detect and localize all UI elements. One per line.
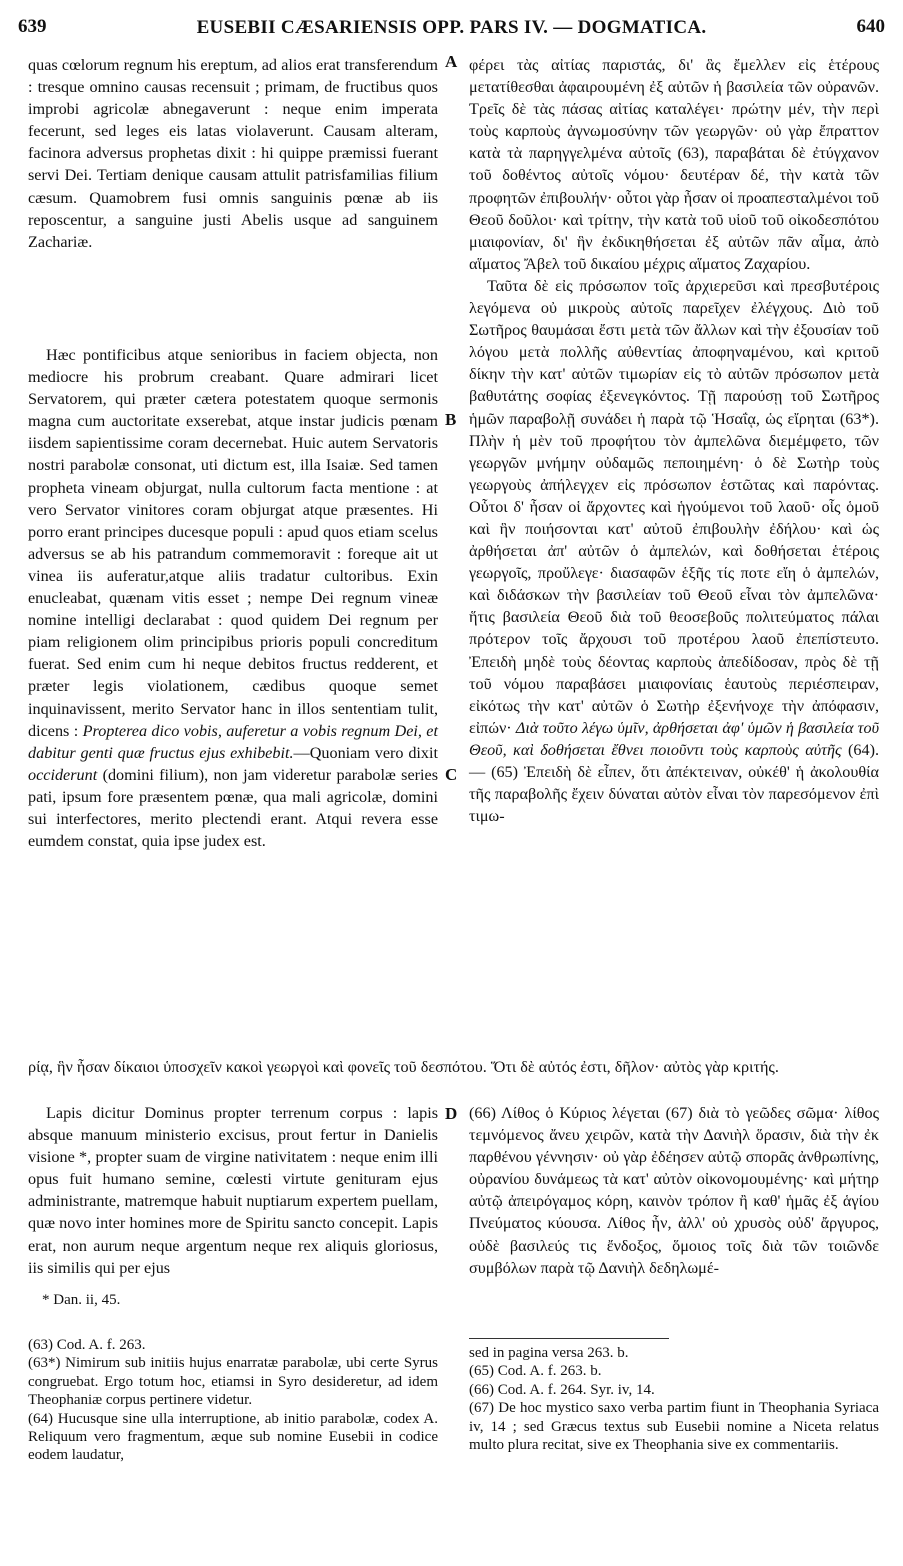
page-number-right: 640 <box>856 16 885 37</box>
footnote-65: (65) Cod. A. f. 263. b. <box>469 1363 602 1380</box>
latin-column-middle <box>28 344 438 852</box>
footnote-64-continued: sed in pagina versa 263. b. <box>469 1345 629 1361</box>
footnote-66: (66) Cod. A. f. 264. Syr. iv, 14. <box>469 1381 655 1398</box>
latin-column-top <box>28 54 438 253</box>
greek-paragraph-2-end: (64). — (65) Ἐπειδὴ δὲ εἶπεν, ὅτι ἀπέκτειναν, οὐκέθ' ἡ ἀκολουθία τῆς παραβολῆς ἔχειν δύναται αὐτὸν εἶναι τὸν παρεσόμενον ἐπὶ τιμω- <box>469 740 880 826</box>
latin-paragraph-1: quas cœlorum regnum his ereptum, ad alios erat transferendum : tresque omnino causas recensuit ; primam, de fructibus quos improbi agricolæ abnegaverunt : neque enim imperata fecerunt, sed leges eis latas violaverunt. Causam alteram, facinora adversus prophetas dixit : hi quippe præmissi fuerant servi Dei. Tertiam denique causam attulit patrisfamilias filium cæsum. Quamobrem fusi omnis sanguinis pœnæ ab iis reposcentur, a sanguine justi Abelis usque ad sanguinem Zachariæ. <box>28 56 438 251</box>
latin-paragraph-2-text: Hæc pontificibus atque senioribus in faciem objecta, non mediocre his probrum creabant. Quare admirari licet Servatorem, qui præter cætera potestatem quoque sermonis magna cum auctoritate exserebat, atque instar judicis pœnam iisdem sapientissime coram decernebat. Huic autem Servatoris nostri parabolæ consonat, uti dictum est, illa Isaiæ. Sed tamen propheta vineam objurgat, nulla cultorum facta mentione : at vero Servator vinitores coram objurgat atque præsentes. Hi porro erant principes ducesque populi : apud quos etiam scelus adversus se ab his patrandum commemoravit : foreque ait ut vinea iis auferatur,atque aliis tradatur cultoribus. Exin enucleabat, quænam vitis esset ; nempe Dei regnum vineæ nomine intelligi declarabat : quod quidem Dei regnum per piam religionem olim principibus prioris populi concreditum fuerat. Sed enim cum hi neque debitos fructus redderent, et præter legis violationem, cædibus quoque semet inquinavissent, merito Servator hanc in illos sententiam tulit, dicens : <box>28 346 438 740</box>
scripture-reference-note: * Dan. ii, 45. <box>42 1291 121 1308</box>
greek-paragraph-3: (66) Λίθος ὁ Κύριος λέγεται (67) διὰ τὸ γεῶδες σῶμα· λίθος τεμνόμενος ἄνευ χειρῶν, κατὰ τὴν Δανιὴλ ὅρασιν, διὰ τὴν ἐκ παρθένου γέννησιν· οὐ γὰρ ἐδέησεν αὐτῷ σπορᾶς ἀνθρωπίνης, οὐρανίου δυνάμεως τὰ κατ' αὐτὸν οἰκονομουμένης· καὶ μήτηρ αὐτῷ ἀπειρόγαμος κόρη, καινὸν τρόπον ἢ καθ' ἡμᾶς ἐξ ἁγίου Πνεύματος κύουσα. Λίθος ἦν, ἀλλ' οὐ χρυσὸς οὐδ' ἄργυρος, οὐδὲ βασιλεύς τις ἔνδοξος, ὅμοιος τοῖς διὰ τῶν τοιῶνδε συμβόλων παρὰ τῷ Δανιὴλ δεδηλωμέ- <box>469 1104 879 1277</box>
running-header <box>18 16 885 44</box>
section-marker-d: D <box>445 1104 458 1123</box>
latin-paragraph-2-end: (domini filium), non jam videretur parabolæ series pati, ipsum fore præsentem pœnæ, qua mali agricolæ, domini sui interfectores, merito plectendi erant. Atqui revera esse eumdem constat, quia ipse judex est. <box>28 765 438 851</box>
latin-paragraph-2 <box>28 344 438 852</box>
footnotes-right <box>469 1344 879 1454</box>
latin-paragraph-3: Lapis dicitur Dominus propter terrenum corpus : lapis absque manuum ministerio excisus, prout fertur in Danielis visione *, propter suam de virgine nativitatem : neque enim illi opus fuit humano semine, cœlesti virtute genituram ejus administrante, matremque habuit nuptiarum expertem puellam, quæ novo inter homines more de Spiritu sancto concepit. Lapis erat, non aurum neque argentum neque rex aliquis gloriosus, iis similis qui per ejus <box>28 1104 438 1277</box>
greek-column-lower <box>469 1102 879 1279</box>
footnote-64: (64) Hucusque sine ulla interruptione, ab initio parabolæ, codex A. Reliquum vero fragmentum, æque sub nomine Eusebii in codice eodem laudatur, <box>28 1410 438 1464</box>
section-marker-c: C <box>445 765 458 784</box>
greek-paragraph-2 <box>469 275 879 827</box>
footnote-63-star: (63*) Nimirum sub initiis hujus enarratæ parabolæ, ubi certe Syrus congruebat. Ergo totum hoc, etiamsi in Syro desideretur, ad idem Theophaniæ corpus pertinere videtur. <box>28 1355 438 1409</box>
greek-column-top <box>469 54 879 827</box>
latin-scripture-quote: Propterea dico vobis, auferetur a vobis regnum Dei, et dabitur genti quæ fructus ejus exhibebit. <box>28 721 438 762</box>
section-marker-b: B <box>445 410 457 429</box>
footnote-67: (67) De hoc mystico saxo verba partim fiunt in Theophania Syriaca iv, 14 ; sed Græcus textus sub Eusebii nomine a Niceta relatus multo plura recitat, sive ex Theophania sive ex commentariis. <box>469 1400 879 1454</box>
page-number-left: 639 <box>18 16 47 37</box>
latin-paragraph-2-mid: —Quoniam vero dixit <box>293 743 438 762</box>
greek-scripture-quote: Διὰ τοῦτο λέγω ὑμῖν, ἀρθήσεται ἀφ' ὑμῶν ἡ βασιλεία τοῦ Θεοῦ, καὶ δοθήσεται ἔθνει ποιοῦντι τοὺς καρποὺς αὐτῆς <box>469 718 879 759</box>
greek-paragraph-1: φέρει τὰς αἰτίας παριστάς, δι' ἃς ἔμελλεν εἰς ἑτέρους μετατίθεσθαι ἀφαιρουμένη ἐξ αὐτῶν ἡ βασιλεία τῶν οὐρανῶν. Τρεῖς δὲ τὰς πάσας αἰτίας καταλέγει· πρώτην μέν, τὴν περὶ τοὺς καρποὺς ἀγνωμοσύνην τῶν γεωργῶν· οὐ γὰρ ἔπραττον κατὰ τὰ παρηγγελμένα αὐτοῖς (63), παραβάται δὲ ἐτύγχανον τοῦ δοθέντος αὐτοῖς νόμου· δευτέραν δέ, τὴν κατὰ τῶν προφητῶν ἐπιβουλήν· οὗτοι γὰρ ἦσαν οἱ προαπεσταλμένοι τοῦ Θεοῦ δοῦλοι· καὶ τρίτην, τὴν κατὰ τοῦ υἱοῦ τοῦ οἰκοδεσπότου μιαιφονίαν, δι' ἣν ἐκδικηθήσεται ἐξ αὐτῶν πᾶν αἷμα, ἀπὸ αἵματος Ἄβελ τοῦ δικαίου μέχρις αἵματος Ζαχαρίου. <box>469 56 879 273</box>
footnote-rule <box>469 1338 669 1339</box>
footnote-63: (63) Cod. A. f. 263. <box>28 1337 146 1353</box>
footnotes-left <box>28 1336 438 1465</box>
latin-quote-word: occiderunt <box>28 765 98 784</box>
running-title: EUSEBII CÆSARIENSIS OPP. PARS IV. — DOGMATICA. <box>196 17 707 38</box>
greek-paragraph-2-text: Ταῦτα δὲ εἰς πρόσωπον τοῖς ἀρχιερεῦσι καὶ πρεσβυτέροις λεγόμενα οὐ μικροὺς αὐτοῖς παρεῖχεν ἐλέγχους. Διὸ τοῦ Σωτῆρος θαυμάσαι ἔστι μετὰ τῶν ἄλλων καὶ τὴν ἐξουσίαν τοῦ λόγου μετὰ πολλῆς αὐθεντίας ἀποφηναμένου, καὶ κριτοῦ δίκην τὴν κατ' αὐτῶν τιμωρίαν εἰς τὸ αὐτῶν πρόσωπον μετὰ βαθυτάτης σοφίας ἐξενεγκόντος. Τῇ παρούσῃ τοῦ Σωτῆρος ἡμῶν παραβολῇ συνάδει ἡ παρὰ τῷ Ἡσαΐᾳ, ὡς εἴρηται (63*). Πλὴν ἡ μὲν τοῦ προφήτου τὸν ἀμπελῶνα διεμέμφετο, τῶν γεωργῶν μνήμην οὐδαμῶς πεποιημένη· ὁ δὲ Σωτὴρ τοὺς γεωργοὺς ἀπήλεγχεν εἰς πρόσωπον ἑστῶτας καὶ παρόντας. Οὗτοι δ' ἦσαν οἱ ἄρχοντες καὶ ἡγούμενοι τοῦ λαοῦ· οἷς ὁμοῦ καὶ ἣν ποιήσονται κατ' αὐτοῦ ἐπιβουλὴν ἐδήλου· καὶ ὡς ἀρθήσεται ἀπ' αὐτῶν ὁ ἀμπελών, καὶ δοθήσεται ἑτέροις γεωργοῖς, προὔλεγε· διασαφῶν ἑξῆς τίς ποτε εἴη ὁ ἀμπελών, καὶ διδάσκων τὴν βασιλείαν τοῦ Θεοῦ εἶναι τὸν ἀμπελῶνα· ἥτις βασιλεία Θεοῦ διὰ τοῦ θεοσεβοῦς πολιτεύματος πάλαι πρότερον τοῖς ἄρχουσι τοῦ προτέρου λαοῦ ἐπεπίστευτο. Ἐπειδὴ μηδὲ τοὺς δέοντας καρποὺς ἀπεδίδοσαν, πρὸς δὲ τῇ τοῦ νόμου παραβάσει μιαιφονίαις ἑαυτοὺς περιέσπειραν, εἰκότως τὴν κατ' αὐτῶν ὁ Σωτὴρ ἐξενήνοχε τὴν ἀπόφασιν, εἰπών· <box>469 276 879 737</box>
section-marker-a: A <box>445 52 458 71</box>
latin-column-lower <box>28 1102 438 1311</box>
greek-full-width-line: ρίᾳ, ἣν ἦσαν δίκαιοι ὑποσχεῖν κακοὶ γεωργοὶ καὶ φονεῖς τοῦ δεσπότου. Ὅτι δὲ αὐτός ἐστι, δῆλον· αὐτὸς γὰρ κριτής. <box>28 1058 779 1076</box>
